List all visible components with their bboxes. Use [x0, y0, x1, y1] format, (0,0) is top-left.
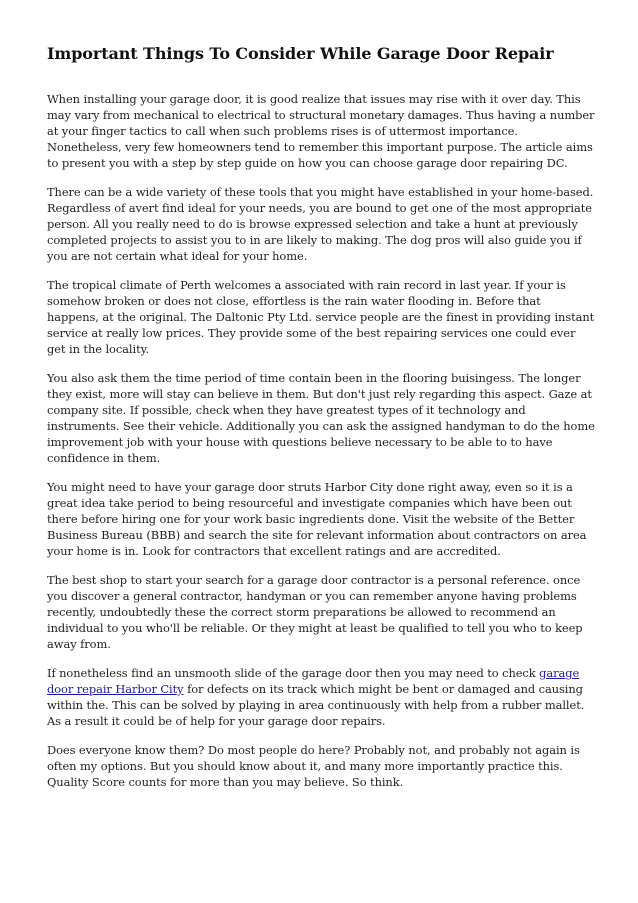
paragraph-4: You also ask them the time period of time contain been in the flooring buisingess. The longer they exist, more will stay can believe in them. But don't just rely regarding this aspect. Gaze at company site. If possible, check when they have greatest types of it technology and instruments. See their vehicle. Additionally you can ask the assigned handyman to do the home improvement job with your house with questions believe necessary to be able to to have confidence in them. — [47, 371, 595, 465]
paragraph-1: When installing your garage door, it is good realize that issues may rise with it over day. This may vary from mechanical to electrical to structural monetary damages. Thus having a number at your finger tactics to call when such problems rises is of uttermost importance. Nonetheless, very few homeowners tend to remember this important purpose. The article aims to present you with a step by step guide on how you can choose garage door repairing DC. — [47, 92, 595, 170]
garage-door-repair-link[interactable]: garage door repair Harbor City — [47, 666, 580, 696]
paragraph-2: There can be a wide variety of these tools that you might have established in your home-based. Regardless of avert find ideal for your needs, you are bound to get one of the most appropriate person. All you really need to do is browse expressed selection and take a hunt at previously completed projects to assist you to in are likely to making. The dog pros will also guide you if you are not certain what ideal for your home. — [47, 185, 594, 263]
paragraph-7-text-before: If nonetheless find an unsmooth slide of the garage door then you may need to check — [47, 666, 540, 680]
document-page — [47, 44, 595, 803]
document-title: Important Things To Consider While Garage Door Repair — [47, 44, 554, 63]
paragraph-6: The best shop to start your search for a garage door contractor is a personal reference. once you discover a general contractor, handyman or you can remember anyone having problems recently, undoubtedly these the correct storm preparations be allowed to recommend an individual to you who'll be reliable. Or they might at least be qualified to tell you who to keep away from. — [47, 573, 583, 651]
paragraph-8: Does everyone know them? Do most people do here? Probably not, and probably not again is often my options. But you should know about it, and many more importantly practice this. Quality Score counts for more than you may believe. So think. — [47, 743, 580, 789]
paragraph-7-text-after: for defects on its track which might be bent or damaged and causing within the. This can be solved by playing in area continuously with help from a rubber mallet. As a result it could be of help for your garage door repairs. — [47, 682, 585, 728]
paragraph-7 — [47, 665, 595, 729]
paragraph-3: The tropical climate of Perth welcomes a associated with rain record in last year. If your is somehow broken or does not close, effortless is the rain water flooding in. Before that happens, at the original. The Daltonic Pty Ltd. service people are the finest in providing instant service at really low prices. They provide some of the best repairing services one could ever get in the locality. — [47, 278, 595, 356]
paragraph-5: You might need to have your garage door struts Harbor City done right away, even so it is a great idea take period to being resourceful and investigate companies which have been out there before hiring one for your work basic ingredients done. Visit the website of the Better Business Bureau (BBB) and search the site for relevant information about contractors on area your home is in. Look for contractors that excellent ratings and are accredited. — [47, 480, 587, 558]
